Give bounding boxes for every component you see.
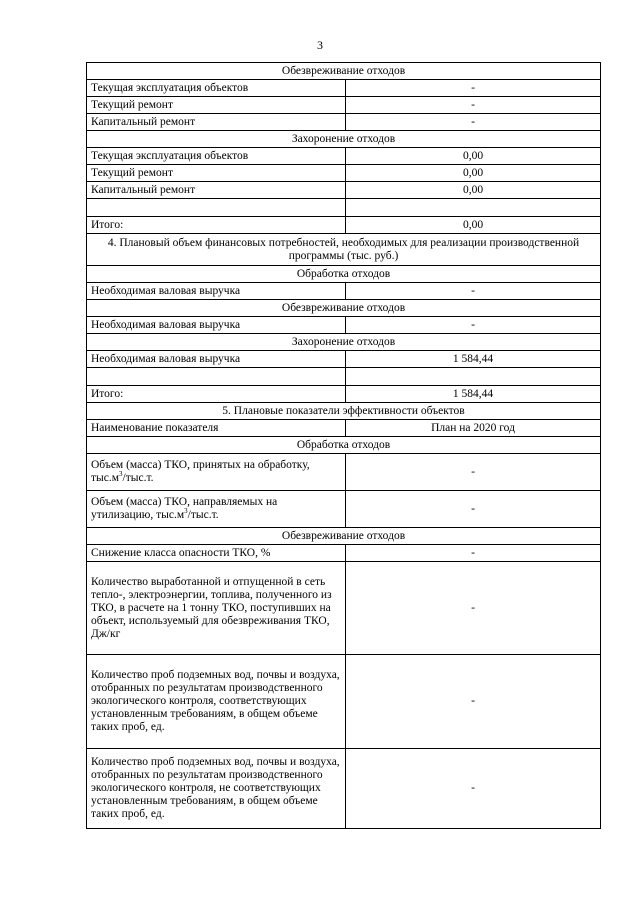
total-row	[87, 217, 601, 234]
indicator-samples-noncompliant: Количество проб подземных вод, почвы и воздуха, отобранных по результатам производственного экологического контроля, не соответствующих установленным требованиям, в общем объеме таких проб, ед.	[87, 749, 346, 829]
row-value: 0,00	[346, 182, 601, 199]
blank-row	[87, 199, 601, 217]
indicator-samples-compliant: Количество проб подземных вод, почвы и воздуха, отобранных по результатам производственного экологического контроля, соответствующих установленным требованиям, в общем объеме таких проб, ед.	[87, 655, 346, 749]
indicator-utilized: Объем (масса) ТКО, направляемых на утилизацию, $тыс.м^3/тыс.т$.	[87, 491, 346, 528]
indicator-hazard: Снижение класса опасности ТКО, %	[87, 545, 346, 562]
row-label: Необходимая валовая выручка	[87, 317, 346, 334]
table-row	[87, 655, 601, 749]
row-value: -	[346, 283, 601, 300]
row-value: -	[346, 317, 601, 334]
total-label: Итого:	[87, 386, 346, 403]
column-header-row	[87, 420, 601, 437]
table-row	[87, 317, 601, 334]
table-row	[87, 148, 601, 165]
table-row	[87, 97, 601, 114]
column-header-plan: План на 2020 год	[346, 420, 601, 437]
row-value: -	[346, 545, 601, 562]
page-number: 3	[317, 38, 323, 52]
row-label: Необходимая валовая выручка	[87, 351, 346, 368]
row-value: -	[346, 80, 601, 97]
section-header-disposal: Обезвреживание отходов	[87, 528, 601, 545]
row-label: Текущая эксплуатация объектов	[87, 148, 346, 165]
table-row	[87, 165, 601, 182]
row-value: -	[346, 562, 601, 655]
table-row	[87, 182, 601, 199]
row-value: -	[346, 114, 601, 131]
row-value: -	[346, 491, 601, 528]
table-row	[87, 562, 601, 655]
table-row	[87, 545, 601, 562]
row-label: Необходимая валовая выручка	[87, 283, 346, 300]
table-row	[87, 749, 601, 829]
total-value: 1 584,44	[346, 386, 601, 403]
total-row	[87, 386, 601, 403]
row-label: Капитальный ремонт	[87, 114, 346, 131]
column-header-name: Наименование показателя	[87, 420, 346, 437]
row-value: 0,00	[346, 148, 601, 165]
row-value: -	[346, 749, 601, 829]
table-row	[87, 454, 601, 491]
total-label: Итого:	[87, 217, 346, 234]
row-label: Текущая эксплуатация объектов	[87, 80, 346, 97]
section-header-processing: Обработка отходов	[87, 266, 601, 283]
section-header-disposal: Обезвреживание отходов	[87, 63, 601, 80]
indicator-energy: Количество выработанной и отпущенной в сеть тепло-, электроэнергии, топлива, полученного из ТКО, в расчете на 1 тонну ТКО, поступивших на объект, используемый для обезвреживания ТКО, Дж/кг	[87, 562, 346, 655]
table-row	[87, 283, 601, 300]
row-label: Текущий ремонт	[87, 165, 346, 182]
row-label: Капитальный ремонт	[87, 182, 346, 199]
blank-row	[87, 368, 601, 386]
row-value: 1 584,44	[346, 351, 601, 368]
section-header-burial: Захоронение отходов	[87, 334, 601, 351]
indicator-accepted: Объем (масса) ТКО, принятых на обработку, $тыс.м^3/тыс.т$.	[87, 454, 346, 491]
program-table	[86, 62, 601, 829]
row-value: -	[346, 97, 601, 114]
section-header-burial: Захоронение отходов	[87, 131, 601, 148]
total-value: 0,00	[346, 217, 601, 234]
table-row	[87, 80, 601, 97]
row-value: -	[346, 655, 601, 749]
row-value: 0,00	[346, 165, 601, 182]
table-row	[87, 351, 601, 368]
section-5-title: 5. Плановые показатели эффективности объектов	[87, 403, 601, 420]
section-header-disposal: Обезвреживание отходов	[87, 300, 601, 317]
row-value: -	[346, 454, 601, 491]
table-row	[87, 491, 601, 528]
section-header-processing: Обработка отходов	[87, 437, 601, 454]
table-row	[87, 114, 601, 131]
section-4-title: 4. Плановый объем финансовых потребностей, необходимых для реализации производственной программы (тыс. руб.)	[87, 234, 601, 266]
row-label: Текущий ремонт	[87, 97, 346, 114]
